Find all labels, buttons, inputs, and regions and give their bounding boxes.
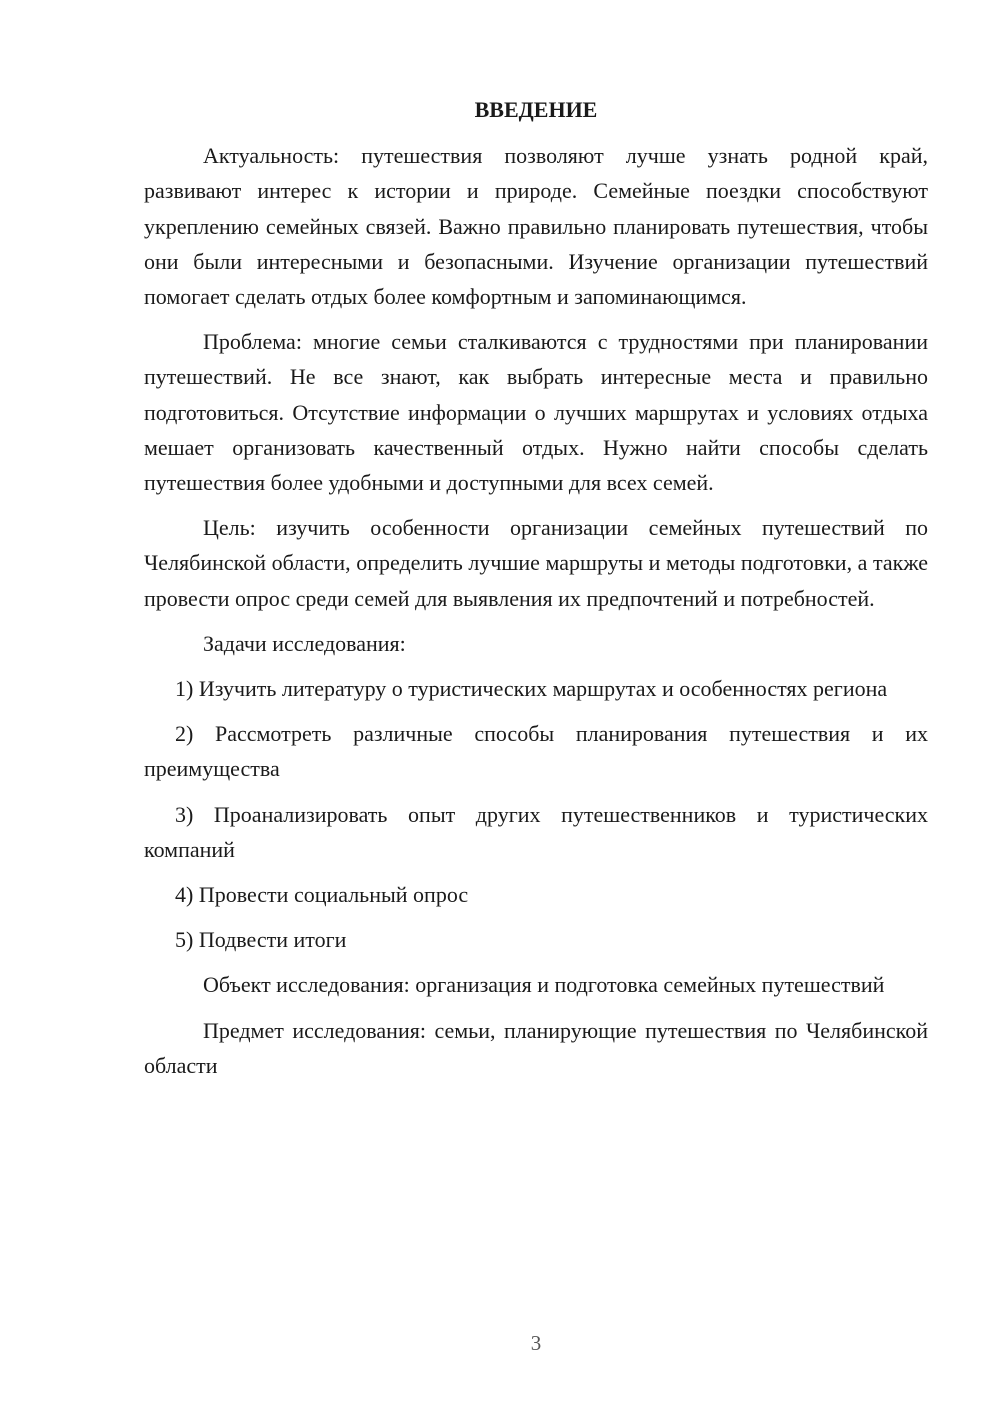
research-subject-paragraph: Предмет исследования: семьи, планирующие путешествия по Челябинской области xyxy=(144,1017,928,1078)
task-item: 2) Рассмотреть различные способы планирования путешествия и их преимущества xyxy=(144,721,928,782)
task-item: 4) Провести социальный опрос xyxy=(175,882,469,908)
goal-paragraph: Цель: изучить особенности организации семейных путешествий по Челябинской области, определить лучшие маршруты и методы подготовки, а также провести опрос среди семей для выявления их предпочтений и потребностей. xyxy=(144,515,928,611)
relevance-paragraph: Актуальность: путешествия позволяют лучше узнать родной край, развивают интерес к истории и природе. Семейные поездки способствуют укреплению семейных связей. Важно правильно планировать путешествия, чтобы они были интересными и безопасными. Изучение организации путешествий помогает сделать отдых более комфортным и запоминающимся. xyxy=(144,143,928,310)
research-object-paragraph: Объект исследования: организация и подготовка семейных путешествий xyxy=(203,972,885,998)
problem-paragraph: Проблема: многие семьи сталкиваются с трудностями при планировании путешествий. Не все знают, как выбрать интересные места и правильно подготовиться. Отсутствие информации о лучших маршрутах и условиях отдыха мешает организовать качественный отдых. Нужно найти способы сделать путешествия более удобными и доступными для всех семей. xyxy=(144,329,928,496)
tasks-heading: Задачи исследования: xyxy=(203,630,406,656)
page-number: 3 xyxy=(530,1331,542,1355)
task-item: 3) Проанализировать опыт других путешественников и туристических компаний xyxy=(144,801,928,862)
task-item: 5) Подвести итоги xyxy=(175,927,347,953)
task-item: 1) Изучить литературу о туристических маршрутах и особенностях региона xyxy=(175,676,888,702)
document-page xyxy=(144,92,928,1093)
page-title: ВВЕДЕНИЕ xyxy=(474,97,598,122)
